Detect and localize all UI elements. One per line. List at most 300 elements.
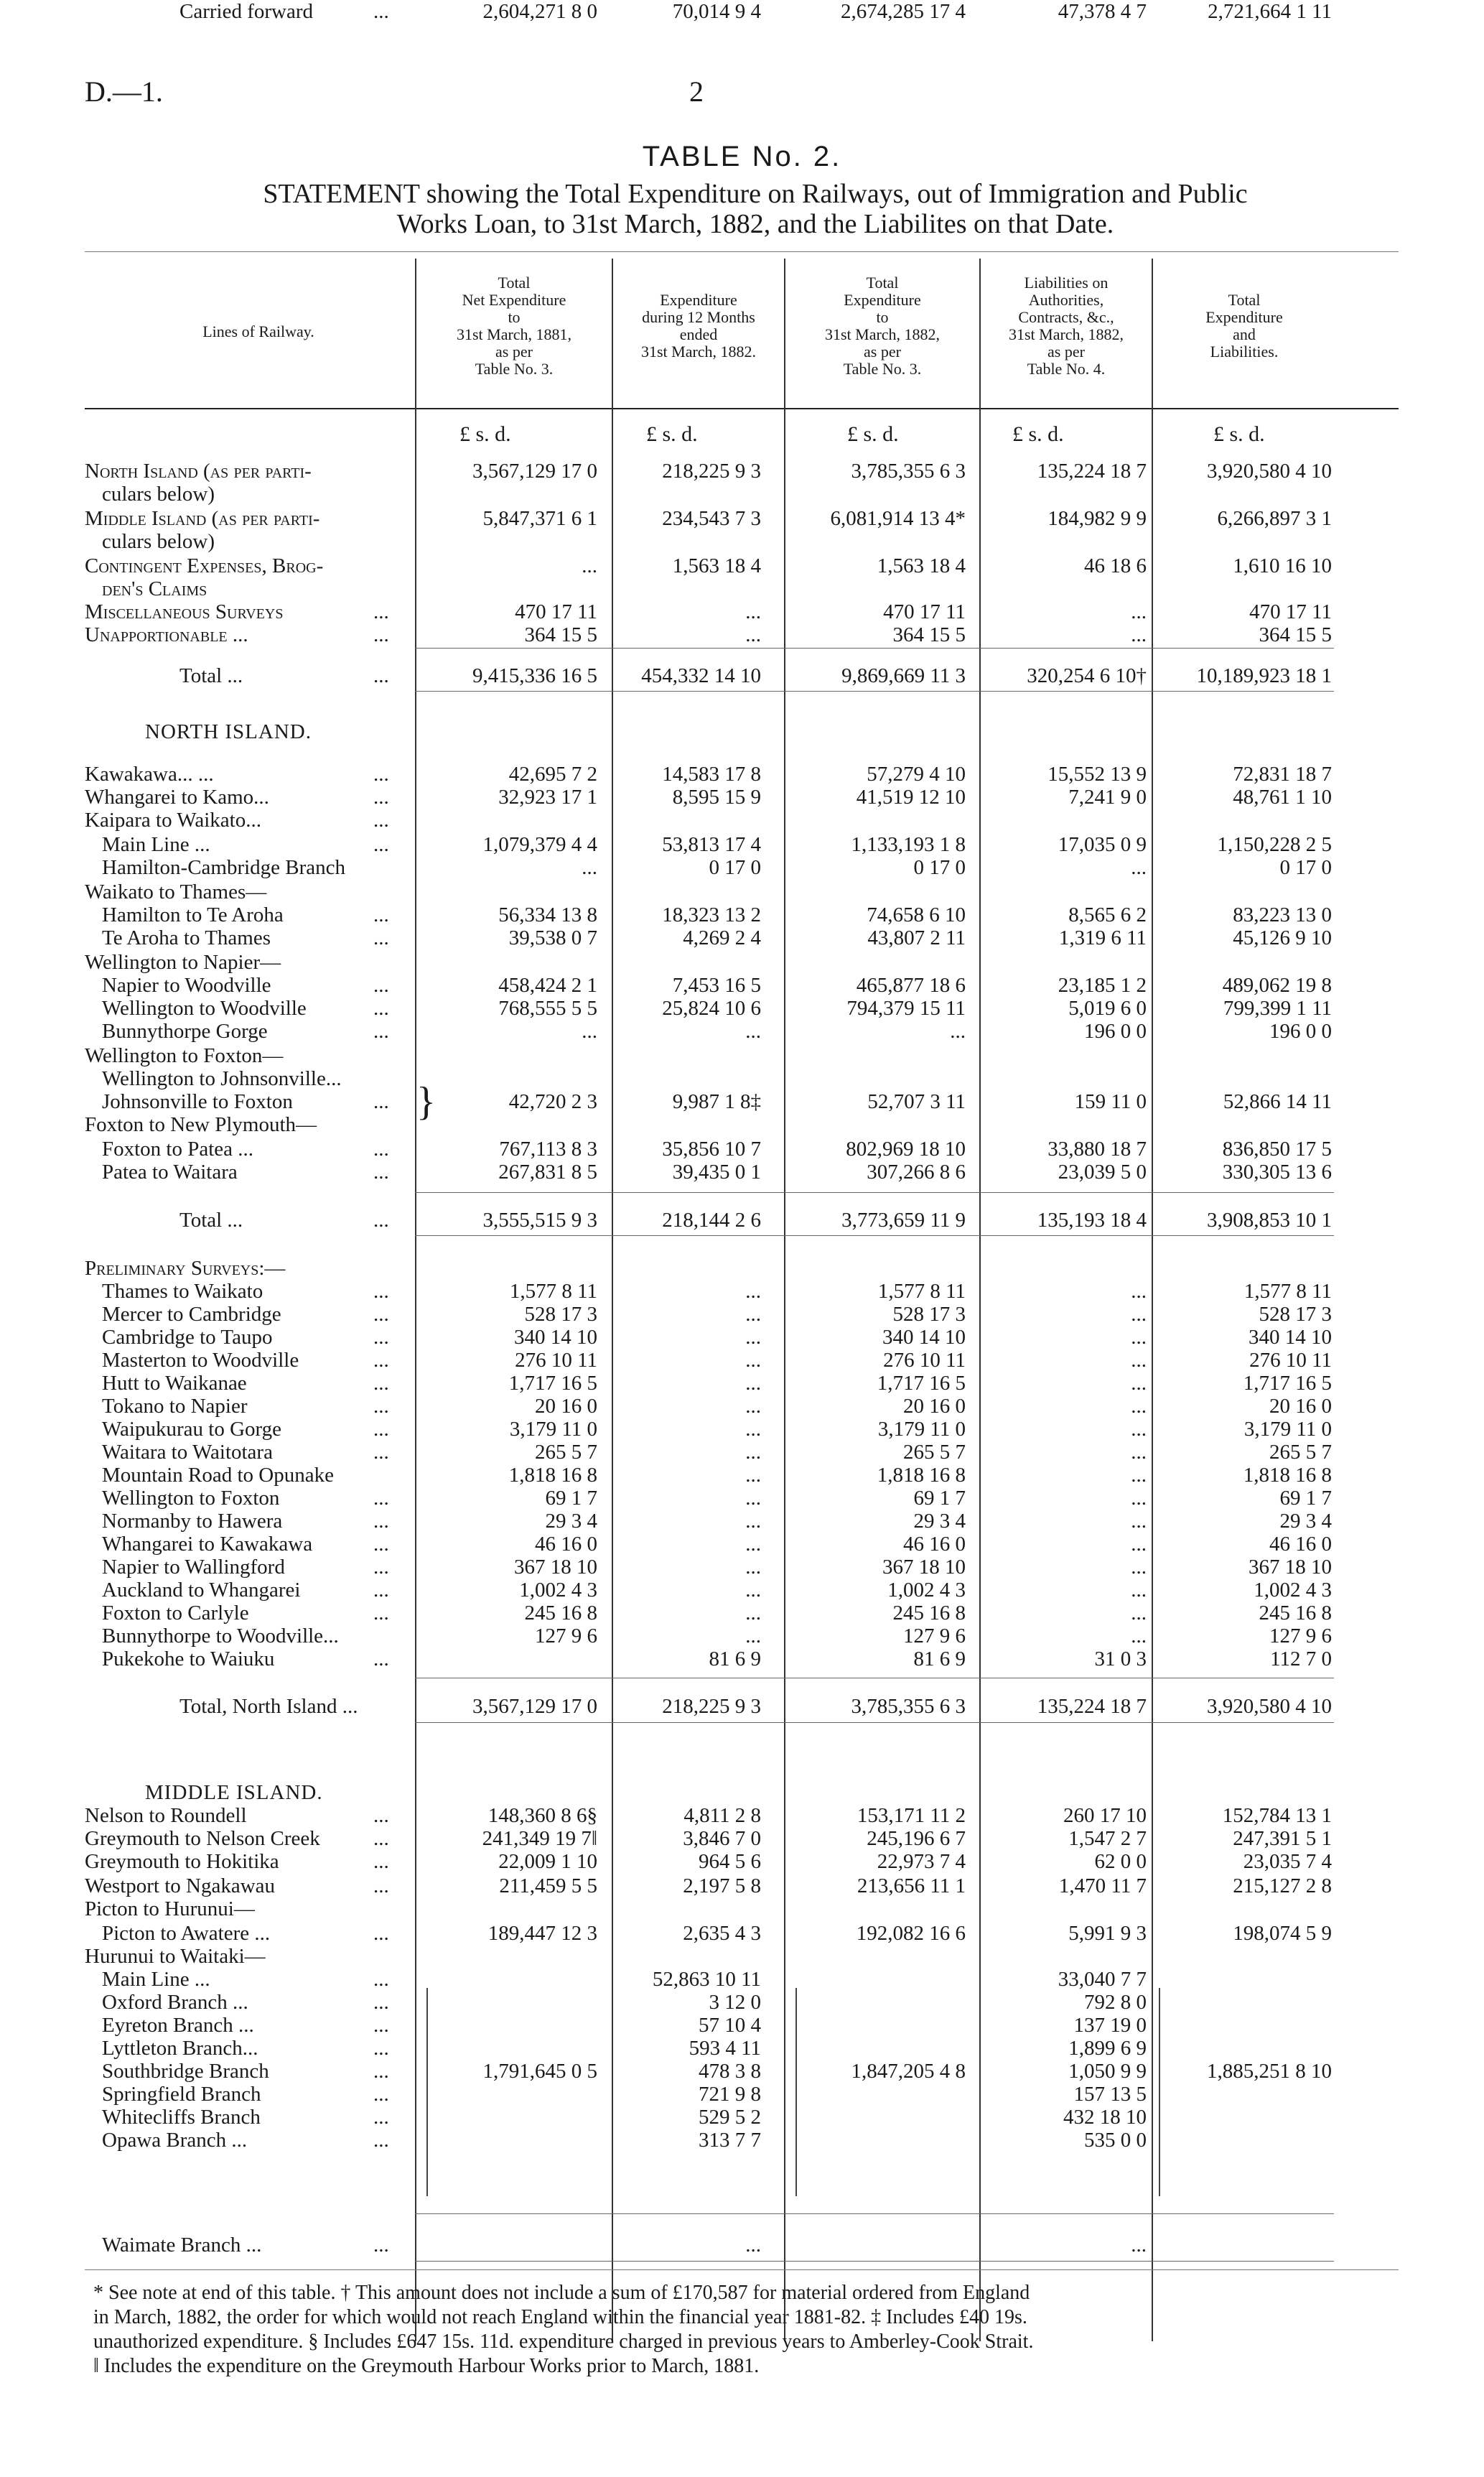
leader-dots: ... [373,1804,389,1827]
cell-c1: 241,349 19 7‖ [482,1827,597,1850]
cell-c2: ... [745,1395,761,1418]
table-row [0,1533,1484,1556]
col-head-line: Expenditure [1205,308,1283,326]
table-row [0,1625,1484,1648]
cell-c3: 367 18 10 [882,1556,966,1579]
col-head-5 [1154,292,1334,361]
cell-c5: 46 16 0 [1269,1533,1332,1556]
table-row [0,1441,1484,1464]
cell-c1: 69 1 7 [545,1487,597,1510]
cell-c4: ... [1131,1510,1147,1533]
leader-dots: ... [373,1020,389,1043]
table-row [0,600,1484,623]
row-label: Main Line ... [102,833,210,856]
cell-c1: 39,538 0 7 [508,926,597,949]
cell-c1: 267,831 8 5 [498,1161,597,1184]
table-row [0,997,1484,1020]
cell-c4: 260 17 10 [1063,1804,1147,1827]
units-5: £ s. d. [1213,422,1265,446]
row-label: Oxford Branch ... [102,1991,248,2014]
table-row [0,2106,1484,2129]
leader-dots: ... [373,1280,389,1303]
row-label: Eyreton Branch ... [102,2014,254,2037]
cell-c1: 245 16 8 [524,1602,597,1625]
table-row [0,1945,1484,1968]
table-row [0,1648,1484,1670]
col-head-line: as per [1047,343,1085,361]
leader-dots: ... [373,1326,389,1349]
cell-c5: 3,920,580 4 10 [1207,1695,1332,1718]
cell-c5: 198,074 5 9 [1233,1922,1332,1945]
cell-c4: 15,552 13 9 [1047,763,1147,786]
cell-c3: 802,969 18 10 [846,1138,966,1161]
table-row [0,2129,1484,2152]
cell-c5: 45,126 9 10 [1233,926,1332,949]
cell-c2: 4,269 2 4 [683,926,761,949]
total-rule-3b [415,1722,1334,1723]
brace-wellington-foxton: } [416,1079,436,1124]
row-label: NORTH ISLAND. [145,720,312,743]
cell-c3: 470 17 11 [883,600,966,623]
forward-rule [415,2213,1334,2214]
cell-c4: 47,378 4 7 [1058,0,1147,23]
cell-c5: 245 16 8 [1259,1602,1332,1625]
cell-c5: 367 18 10 [1249,1556,1332,1579]
col-head-line: ended [679,325,718,343]
col-head-line: 31st March, 1881, [456,325,572,343]
row-label: Picton to Hurunui— [85,1897,255,1920]
cell-c3: 3,179 11 0 [877,1418,966,1441]
row-label: Whitecliffs Branch [102,2106,261,2129]
cell-c2: ... [745,1418,761,1441]
cell-c3: 1,577 8 11 [877,1280,966,1303]
cell-c2: ... [745,1602,761,1625]
cell-c2: 70,014 9 4 [672,0,761,23]
cell-c1: 56,334 13 8 [498,903,597,926]
table-row [0,1781,1484,1804]
cell-c4: ... [1131,1464,1147,1487]
col-head-line: Liabilities on [1024,274,1109,292]
cell-c5: 69 1 7 [1279,1487,1332,1510]
row-label: Napier to Wallingford [102,1556,285,1579]
col-head-line: to [876,308,889,326]
table-row [0,720,1484,743]
cell-c2: 313 7 7 [699,2129,761,2152]
cell-c4: ... [1131,1349,1147,1372]
leader-dots: ... [373,1922,389,1945]
cell-c2: 964 5 6 [699,1850,761,1873]
leader-dots: ... [373,1395,389,1418]
cell-c5: 799,399 1 11 [1223,997,1332,1020]
cell-c5: 127 9 6 [1269,1625,1332,1648]
leader-dots: ... [373,2234,389,2257]
cell-c3: 57,279 4 10 [867,763,966,786]
table-row [0,1579,1484,1602]
leader-dots: ... [373,1418,389,1441]
units-1: £ s. d. [459,422,511,446]
row-label: Springfield Branch [102,2083,261,2106]
cell-c2: 14,583 17 8 [662,763,761,786]
cell-c4: 23,185 1 2 [1058,974,1147,997]
cell-c2: 2,635 4 3 [683,1922,761,1945]
units-2: £ s. d. [646,422,698,446]
col-head-line: Contracts, &c., [1018,308,1114,326]
row-label: Patea to Waitara [102,1161,238,1184]
cell-c3: 29 3 4 [913,1510,966,1533]
cell-c2: ... [745,1510,761,1533]
table-row [0,1556,1484,1579]
col-head-line: Liabilities. [1210,343,1279,361]
footnote-3: unauthorized expenditure. § Includes £647 15s. 11d. expenditure charged in previous years to Amberley-Cook Strait. [93,2330,1034,2353]
col-head-line: Expenditure [660,291,737,309]
leader-dots: ... [373,1874,389,1897]
statement-line-2: Works Loan, to 31st March, 1882, and the Liabilites on that Date. [396,209,1114,239]
cell-c5: 0 17 0 [1279,856,1332,879]
table-row [0,2060,1484,2083]
col-head-line: and [1233,325,1256,343]
cell-c2: ... [745,1487,761,1510]
cell-c4: ... [1131,2234,1147,2257]
cell-c3: 3,785,355 6 3 [851,460,966,483]
cell-c5: 196 0 0 [1269,1020,1332,1043]
row-label: Carried forward [179,0,313,23]
row-label: Wellington to Napier— [85,951,281,974]
cell-c5: 215,127 2 8 [1233,1874,1332,1897]
cell-c2: 218,225 9 3 [662,460,761,483]
cell-c2: 3,846 7 0 [683,1827,761,1850]
total-rule-2 [415,1192,1334,1193]
col-head-line: 31st March, 1882. [640,343,757,361]
leader-dots: ... [373,2060,389,2083]
cell-c5: 2,721,664 1 11 [1208,0,1332,23]
cell-c5: 836,850 17 5 [1222,1138,1332,1161]
table-row [0,2234,1484,2257]
total-rule-2b [415,1235,1334,1236]
cell-c2: ... [745,1579,761,1602]
leader-dots: ... [373,1827,389,1850]
cell-c2: 218,144 2 6 [662,1209,761,1232]
cell-c5: 48,761 1 10 [1233,786,1332,809]
row-label: Lyttleton Branch... [102,2037,258,2060]
cell-c1: 189,447 12 3 [487,1922,597,1945]
cell-c1: 768,555 5 5 [498,997,597,1020]
footnote-1: * See note at end of this table. † This amount does not include a sum of £170,587 for material ordered from England [93,2282,1030,2304]
table-row [0,623,1484,646]
leader-dots: ... [373,997,389,1020]
cell-c5: 1,002 4 3 [1254,1579,1332,1602]
cell-c2: 81 6 9 [709,1648,761,1670]
leader-dots: ... [373,623,389,646]
cell-c4: 1,319 6 11 [1058,926,1147,949]
cell-c1: 46 16 0 [535,1533,597,1556]
cell-c2: ... [745,623,761,646]
cell-c5: 1,577 8 11 [1243,1280,1332,1303]
cell-c3: 52,707 3 11 [867,1090,966,1113]
table-row [0,1968,1484,1991]
cell-c2: ... [745,600,761,623]
cell-c4: ... [1131,856,1147,879]
cell-c4: 1,050 9 9 [1068,2060,1147,2083]
cell-c1: 148,360 8 6§ [487,1804,597,1827]
row-label: Kaipara to Waikato... [85,809,261,832]
cell-c3: 1,847,205 4 8 [851,2060,966,2083]
row-label: Total ... [179,1209,243,1232]
cell-c1: 1,002 4 3 [519,1579,597,1602]
cell-c3: 276 10 11 [883,1349,966,1372]
row-label: Pukekohe to Waiuku [102,1648,275,1670]
cell-c3: 245,196 6 7 [867,1827,966,1850]
row-label: Total ... [179,664,243,687]
table-row [0,1303,1484,1326]
table-row [0,1067,1484,1090]
leader-dots: ... [373,1303,389,1326]
col-head-line: during 12 Months [642,308,755,326]
row-label: Opawa Branch ... [102,2129,248,2152]
col-head-line: Table No. 3. [475,360,554,378]
row-label: MIDDLE ISLAND. [145,1781,323,1804]
cell-c5: 23,035 7 4 [1243,1850,1332,1873]
cell-c5: 3,179 11 0 [1243,1418,1332,1441]
cell-c2: 478 3 8 [699,2060,761,2083]
row-label: Southbridge Branch [102,2060,269,2083]
table-row [0,763,1484,786]
table-row [0,1395,1484,1418]
cell-c2: 8,595 15 9 [672,786,761,809]
table-row [0,1850,1484,1873]
cell-c3: 22,973 7 4 [877,1850,966,1873]
leader-dots: ... [373,1968,389,1991]
cell-c3: 69 1 7 [913,1487,966,1510]
leader-dots: ... [373,1533,389,1556]
table-row [0,1161,1484,1184]
cell-c1: 3,179 11 0 [509,1418,597,1441]
cell-c1: 3,567,129 17 0 [472,460,597,483]
row-label: Hurunui to Waitaki— [85,1945,266,1968]
table-row [0,809,1484,832]
cell-c2: ... [745,1533,761,1556]
cell-c1: 340 14 10 [514,1326,597,1349]
leader-dots: ... [373,1850,389,1873]
cell-c5: 1,818 16 8 [1243,1464,1332,1487]
leader-dots: ... [373,600,389,623]
cell-c2: ... [745,2234,761,2257]
col-head-2 [615,292,783,361]
cell-c5: 52,866 14 11 [1223,1090,1332,1113]
cell-c1: ... [582,554,597,577]
cell-c5: 83,223 13 0 [1233,903,1332,926]
row-label: Masterton to Woodville [102,1349,299,1372]
cell-c3: 1,133,193 1 8 [851,833,966,856]
cell-c4: ... [1131,623,1147,646]
row-label: Bunnythorpe to Woodville... [102,1625,339,1648]
table-row [0,1418,1484,1441]
cell-c4: ... [1131,1487,1147,1510]
cell-c3: 245 16 8 [892,1602,966,1625]
cell-c1: 767,113 8 3 [499,1138,597,1161]
cell-c4: 5,991 9 3 [1068,1922,1147,1945]
col-head-line: 31st March, 1882, [824,325,941,343]
col-head-line: Total [1228,291,1261,309]
cell-c3: 1,717 16 5 [877,1372,966,1395]
cell-c2: 2,197 5 8 [683,1874,761,1897]
cell-c4: ... [1131,1395,1147,1418]
leader-dots: ... [373,2129,389,2152]
cell-c5: 489,062 19 8 [1222,974,1332,997]
table-row [0,1044,1484,1067]
cell-c3: 465,877 18 6 [856,974,966,997]
cell-c1: 1,791,645 0 5 [482,2060,597,2083]
row-label: Miscellaneous Surveys [85,600,284,623]
table-row [0,786,1484,809]
cell-c5: 364 15 5 [1259,623,1332,646]
cell-c5: 3,908,853 10 1 [1207,1209,1332,1232]
cell-c1: 5,847,371 6 1 [482,507,597,530]
cell-c5: 29 3 4 [1279,1510,1332,1533]
col-head-line: Total [498,274,531,292]
cell-c1: 276 10 11 [515,1349,597,1372]
cell-c4: ... [1131,1303,1147,1326]
cell-c4: 184,982 9 9 [1047,507,1147,530]
cell-c4: 432 18 10 [1063,2106,1147,2129]
cell-c4: ... [1131,1326,1147,1349]
leader-dots: ... [373,0,389,23]
cell-c3: 1,563 18 4 [877,554,966,577]
leader-dots: ... [373,974,389,997]
table-row [0,1487,1484,1510]
cell-c2: ... [745,1625,761,1648]
row-label: Waikato to Thames— [85,880,267,903]
table-row [0,1991,1484,2014]
row-label: Picton to Awatere ... [102,1922,271,1945]
leader-dots: ... [373,1602,389,1625]
header-top-rule [85,251,1399,252]
cell-c2: ... [745,1372,761,1395]
table-row [0,483,1484,506]
table-row [0,1695,1484,1718]
row-label: Hamilton to Te Aroha [102,903,284,926]
cell-c4: ... [1131,1556,1147,1579]
col-head-line: Table No. 3. [843,360,922,378]
leader-dots: ... [373,1487,389,1510]
units-4: £ s. d. [1012,422,1064,446]
cell-c2: 721 9 8 [699,2083,761,2106]
total-rule-1 [415,648,1334,649]
cell-c5: 1,610 16 10 [1233,554,1332,577]
cell-c1: 458,424 2 1 [498,974,597,997]
cell-c2: ... [745,1303,761,1326]
cell-c2: 454,332 14 10 [641,664,761,687]
cell-c3: 20 16 0 [903,1395,966,1418]
cell-c1: ... [582,856,597,879]
table-row [0,2037,1484,2060]
table-row [0,1138,1484,1161]
table-row [0,880,1484,903]
cell-c1: 265 5 7 [535,1441,597,1464]
cell-c2: 52,863 10 11 [652,1968,761,1991]
cell-c4: ... [1131,1418,1147,1441]
table-row [0,1020,1484,1043]
cell-c2: ... [745,1020,761,1043]
cell-c4: ... [1131,1579,1147,1602]
cell-c3: 6,081,914 13 4* [830,507,966,530]
cell-c2: 218,225 9 3 [662,1695,761,1718]
cell-c2: 234,543 7 3 [662,507,761,530]
row-label: Kawakawa... ... [85,763,214,786]
cell-c5: 112 7 0 [1270,1648,1332,1670]
cell-c5: 528 17 3 [1259,1303,1332,1326]
leader-dots: ... [373,1648,389,1670]
leader-dots: ... [373,786,389,809]
row-label: Wellington to Foxton— [85,1044,284,1067]
row-label: Mercer to Cambridge [102,1303,281,1326]
cell-c1: 470 17 11 [515,600,597,623]
table-row [0,1257,1484,1280]
table-row [0,664,1484,687]
cell-c1: 3,567,129 17 0 [472,1695,597,1718]
table-row [0,2014,1484,2037]
cell-c4: ... [1131,1372,1147,1395]
table-row [0,833,1484,856]
table-row [0,1464,1484,1487]
cell-c3: 2,674,285 17 4 [841,0,966,23]
cell-c4: 159 11 0 [1074,1090,1147,1113]
leader-dots: ... [373,1991,389,2014]
table-row [0,1602,1484,1625]
row-label: Wellington to Woodville [102,997,307,1020]
col-head-lines: Lines of Railway. [202,322,314,340]
cell-c1: 1,818 16 8 [508,1464,597,1487]
cell-c4: 62 0 0 [1094,1850,1147,1873]
table-bottom-rule [85,2269,1399,2270]
table-row [0,2083,1484,2106]
forward-rule-b [415,2261,1334,2262]
cell-c1: 367 18 10 [514,1556,597,1579]
statement-line-1: STATEMENT showing the Total Expenditure on Railways, out of Immigration and Public [263,179,1248,209]
cell-c4: 17,035 0 9 [1058,833,1147,856]
cell-c1: 3,555,515 9 3 [482,1209,597,1232]
cell-c5: 265 5 7 [1269,1441,1332,1464]
row-label: Normanby to Hawera [102,1510,283,1533]
cell-c3: 3,773,659 11 9 [841,1209,966,1232]
row-label: Unapportionable ... [85,623,248,646]
cell-c1: 127 9 6 [535,1625,597,1648]
table-row [0,1827,1484,1850]
cell-c1: 2,604,271 8 0 [482,0,597,23]
cell-c2: ... [745,1464,761,1487]
cell-c3: 192,082 16 6 [856,1922,966,1945]
cell-c2: 0 17 0 [709,856,761,879]
cell-c1: 1,577 8 11 [509,1280,597,1303]
table-row [0,1209,1484,1232]
footnote-2: in March, 1882, the order for which would not reach England within the financial year 1881-82. ‡ Includes £40 19s. [93,2306,1027,2328]
cell-c4: 46 18 6 [1084,554,1147,577]
table-row [0,951,1484,974]
cell-c1: ... [582,1020,597,1043]
cell-c3: 9,869,669 11 3 [841,664,966,687]
cell-c2: ... [745,1280,761,1303]
table-row [0,1922,1484,1945]
leader-dots: ... [373,1556,389,1579]
leader-dots: ... [373,2106,389,2129]
cell-c4: 535 0 0 [1084,2129,1147,2152]
cell-c3: 74,658 6 10 [867,903,966,926]
row-label: Whangarei to Kawakawa [102,1533,313,1556]
col-head-1 [418,274,610,378]
row-label: culars below) [102,530,215,553]
leader-dots: ... [373,833,389,856]
row-label: Contingent Expenses, Brog- [85,554,324,577]
cell-c4: 1,547 2 7 [1068,1827,1147,1850]
